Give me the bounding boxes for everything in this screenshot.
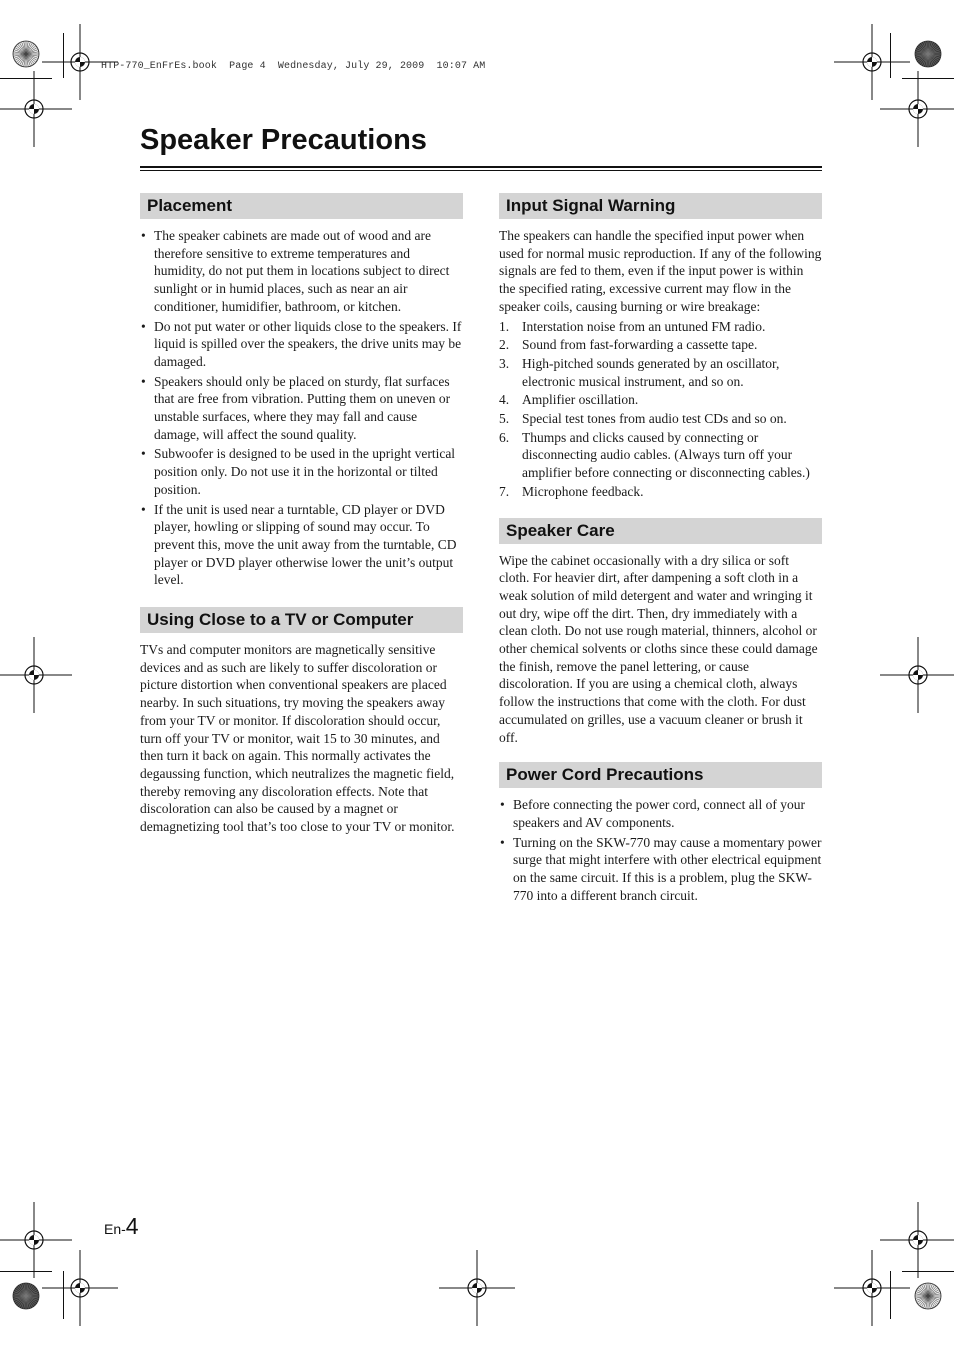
- color-circle-icon: [913, 1281, 943, 1311]
- input-signal-item: 6. Thumps and clicks caused by connecting or disconnecting audio cables. (Always turn off your amplifier before connecting or disconnecting cables.): [499, 429, 810, 481]
- placement-item: • Do not put water or other liquids close to the speakers. If liquid is spilled over the speakers, the drive units may be damaged.: [140, 318, 463, 371]
- registration-mark-icon: [0, 69, 74, 149]
- registration-mark-icon: [0, 635, 74, 715]
- page-number: En-4: [104, 1213, 139, 1239]
- registration-mark-icon: [832, 1248, 912, 1328]
- crop-line: [902, 1271, 954, 1272]
- crop-line: [902, 78, 954, 79]
- page-title: Speaker Precautions: [140, 124, 427, 156]
- registration-mark-icon: [40, 1248, 120, 1328]
- registration-mark-icon: [437, 1248, 517, 1328]
- input-signal-list: [499, 318, 822, 501]
- title-rule: [140, 166, 822, 168]
- crop-line: [63, 1271, 64, 1319]
- input-signal-item: 3. High-pitched sounds generated by an oscillator, electronic musical instrument, and so on.: [499, 355, 780, 389]
- left-column: [140, 193, 463, 836]
- tv-computer-heading: Using Close to a TV or Computer: [140, 607, 463, 633]
- print-header: HTP-770_EnFrEs.book Page 4 Wednesday, July 29, 2009 10:07 AM: [101, 61, 486, 72]
- title-rule-thin: [140, 170, 822, 171]
- color-circle-icon: [11, 39, 41, 69]
- color-circle-icon: [913, 39, 943, 69]
- placement-item: • Speakers should only be placed on sturdy, flat surfaces that are free from vibration. Putting them on uneven or unstable surfaces, where they may fall and cause damage, will affect the sound quality.: [140, 373, 463, 444]
- input-signal-item: 7. Microphone feedback.: [499, 483, 644, 499]
- placement-item: • If the unit is used near a turntable, CD player or DVD player, howling or slipping of sound may occur. To prevent this, move the unit away from the turntable, CD player or DVD player otherwise lower the unit’s output level.: [140, 501, 463, 590]
- placement-list: [140, 227, 463, 589]
- crop-line: [0, 78, 52, 79]
- speaker-care-body: Wipe the cabinet occasionally with a dry silica or soft cloth. For heavier dirt, after dampening a soft cloth in a weak solution of mild detergent and water and wringing it out dry, wipe off the dirt. Then, dry immediately with a clean cloth. Do not use rough material, thinners, alcohol or other chemical solvents or cloths since these could damage the finish, remove the panel lettering, or cause discoloration. If you are using a chemical cloth, always follow the instructions that come with the cloth. For dust accumulated on grilles, use a vacuum cleaner or brush it off.: [499, 552, 818, 745]
- placement-item: • The speaker cabinets are made out of wood and are therefore sensitive to extreme temperatures and humidity, do not put them in locations subject to direct sunlight or in humid places, such as near an air conditioner, humidifier, bathroom, or kitchen.: [140, 227, 463, 316]
- placement-heading: Placement: [140, 193, 463, 219]
- input-signal-item: 4. Amplifier oscillation.: [499, 392, 639, 408]
- power-cord-heading: Power Cord Precautions: [499, 762, 822, 788]
- color-circle-icon: [11, 1281, 41, 1311]
- registration-mark-icon: [878, 635, 954, 715]
- input-signal-item: 1. Interstation noise from an untuned FM radio.: [499, 318, 766, 334]
- placement-item: • Subwoofer is designed to be used in the upright vertical position only. Do not use it in the horizontal or tilted position.: [140, 445, 463, 498]
- registration-mark-icon: [878, 69, 954, 149]
- input-signal-heading: Input Signal Warning: [499, 193, 822, 219]
- power-cord-item: • Before connecting the power cord, connect all of your speakers and AV components.: [499, 796, 822, 831]
- crop-line: [890, 33, 891, 78]
- input-signal-item: 5. Special test tones from audio test CDs and so on.: [499, 411, 787, 427]
- tv-computer-body: TVs and computer monitors are magnetically sensitive devices and as such are likely to suffer discoloration or picture distortion when conventional speakers are placed nearby. In such situations, try moving the speakers away from your TV or monitor. If discoloration should occur, turn off your TV or monitor, wait 15 to 30 minutes, and then turn it back on again. This normally activates the degaussing function, which neutralizes the magnetic field, thereby removing any discoloration effects. Note that discoloration can also be caused by a magnet or demagnetizing tool that’s too close to your TV or monitor.: [140, 642, 455, 835]
- crop-line: [63, 33, 64, 78]
- input-signal-intro: The speakers can handle the specified input power when used for normal music reproduction. If any of the following signals are fed to them, even if the input power is within the specified rating, excessive current may flow in the speaker coils, causing burning or wire breakage:: [499, 228, 822, 314]
- right-column: [499, 193, 822, 907]
- crop-line: [0, 1271, 52, 1272]
- power-cord-list: [499, 796, 822, 904]
- power-cord-item: • Turning on the SKW-770 may cause a momentary power surge that might interfere with other electrical equipment on the same circuit. If this is a problem, plug the SKW-770 into a different branch circuit.: [499, 834, 822, 905]
- input-signal-item: 2. Sound from fast-forwarding a cassette tape.: [499, 337, 758, 353]
- speaker-care-heading: Speaker Care: [499, 518, 822, 544]
- crop-line: [890, 1271, 891, 1319]
